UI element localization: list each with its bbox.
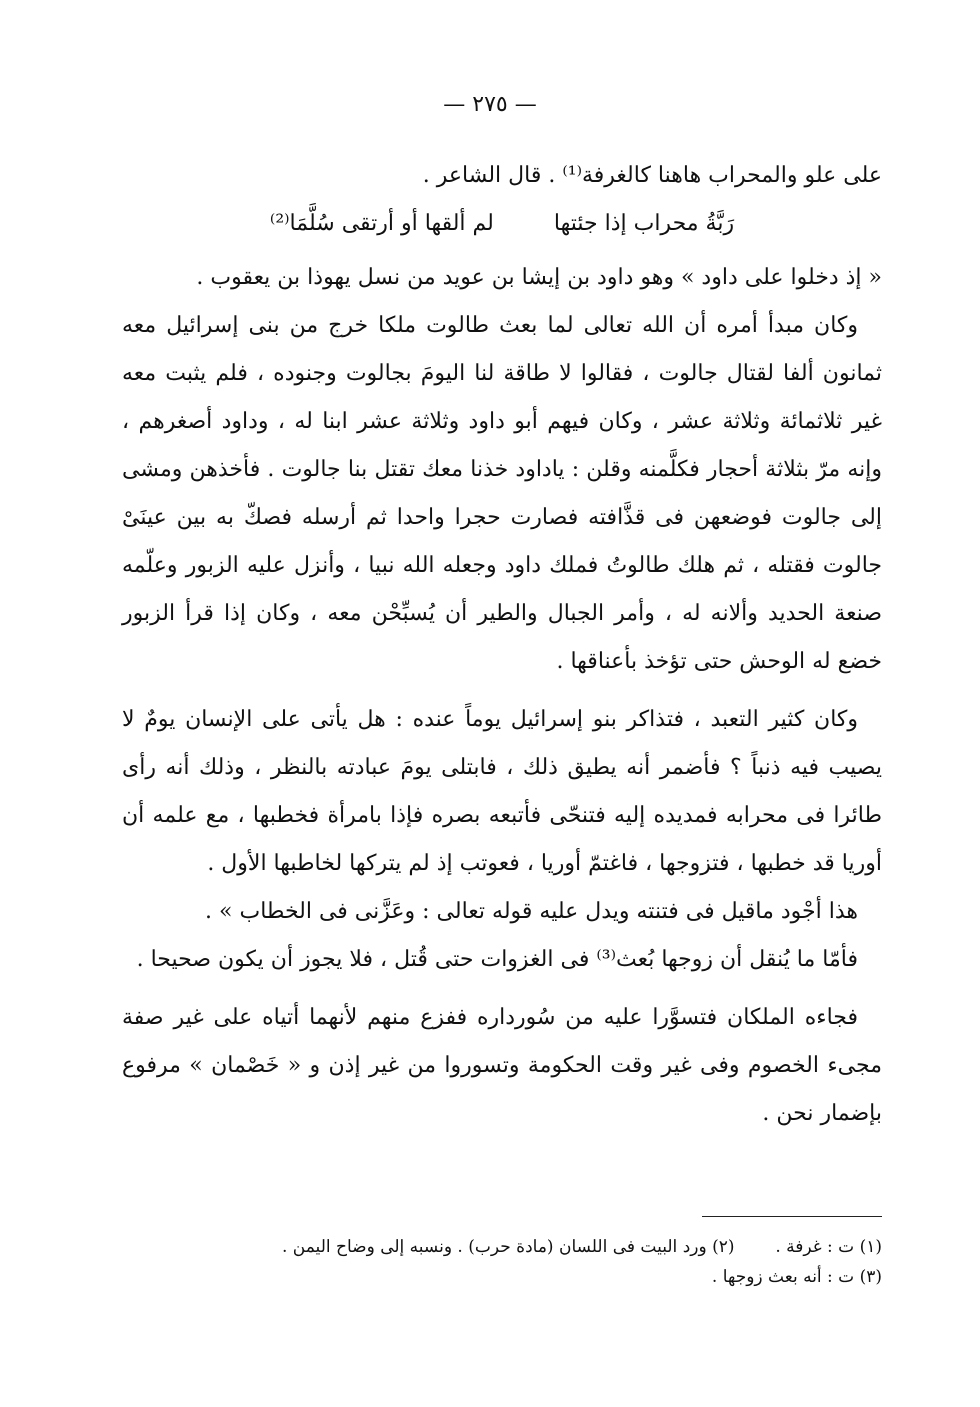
footnote-3: (٣) ت : أنه بعث زوجها . [711, 1267, 882, 1287]
footnote-1: (١) ت : غرفة . [775, 1237, 882, 1257]
main-text [122, 152, 882, 1138]
paragraph-david-goliath: وكان مبدأ أمره أن الله تعالى لما بعث طالوت ملكا خرج من بنى إسرائيل معه ثمانون ألفا لقتال جالوت ، فقالوا لا طاقة لنا اليومَ بجالوت وجنوده ، فلم يثبت معه غير ثلاثمائة وثلاثة عشر ، وكان فيهم أبو داود وثلاثة عشر ابنا له ، وداود أصغرهم ، وإنه مرّ بثلاثة أحجار فكلَّمنه وقلن : ياداود خذنا معك تقتل بنا جالوت . فأخذهن ومشى إلى جالوت فوضعهن فى قذَّافته فصارت حجرا واحدا ثم أرسله فصكّ به بين عينَىْ جالوت فقتله ، ثم هلك طالوتُ فملك داود وجعله الله نبيا ، وأنزل عليه الزبور وعلّمه صنعة الحديد وألانه له ، وأمر الجبال والطير أن يُسبِّحْن معه ، وكان إذا قرأ الزبور خضع له الوحش حتى تؤخذ بأعناقها . [122, 313, 883, 674]
footnote-2: (٢) ورد البيت فى اللسان (مادة حرب) . ونسبه إلى وضاح اليمن . [281, 1237, 735, 1257]
footnote-line-2 [122, 1262, 882, 1292]
poetry-verse [122, 200, 882, 248]
footnotes [122, 1232, 882, 1292]
page-number: — ٢٧٥ — [443, 92, 537, 117]
paragraph-best-saying: هذا أجْود ماقيل فى فتنته ويدل عليه قوله تعالى : وعَزَّنى فى الخطاب » . [205, 899, 858, 924]
verse-second-hemistich: لم ألقها أو أرتقى سُلَّمَا⁽²⁾ [269, 211, 494, 236]
footnote-line-1 [122, 1232, 882, 1262]
verse-first-hemistich: رَبَّةُ محراب إذا جئتها [553, 211, 735, 236]
paragraph-intro: على علو والمحراب هاهنا كالغرفة⁽¹⁾ . قال الشاعر . [422, 163, 882, 188]
footnote-divider [702, 1216, 882, 1217]
paragraph-david-lineage: « إذ دخلوا على داود » وهو داود بن إيشا بن عويد من نسل يهوذا بن يعقوب . [196, 265, 882, 290]
paragraph-angels: فجاءه الملكان فتسوَّرا عليه من سُورداره ففزع منهم لأنهما أتياه على غير صفة مجىء الخصوم وفى غير وقت الحكومة وتسوروا من غير إذن و « خَصْمان » مرفوع بإضمار نحن . [122, 1005, 882, 1126]
paragraph-worship: وكان كثير التعبد ، فتذاكر بنو إسرائيل يوماً عنده : هل يأتى على الإنسان يومٌ لا يصيب فيه ذنباً ؟ فأضمر أنه يطيق ذلك ، فابتلى يومَ عبادته بالنظر ، وذلك أنه رأى طائرا فى محرابه فمديده إليه فتنحّى فأتبعه بصره فإذا بامرأة فخطبها ، مع علمه أن أوريا قد خطبها ، فتزوجها ، فاغتمّ أوريا ، فعوتب إذ لم يتركها لخاطبها الأول . [122, 707, 882, 876]
paragraph-rejection: فأمّا ما يُنقل أن زوجها بُعث⁽³⁾ فى الغزوات حتى قُتل ، فلا يجوز أن يكون صحيحا . [136, 947, 858, 972]
